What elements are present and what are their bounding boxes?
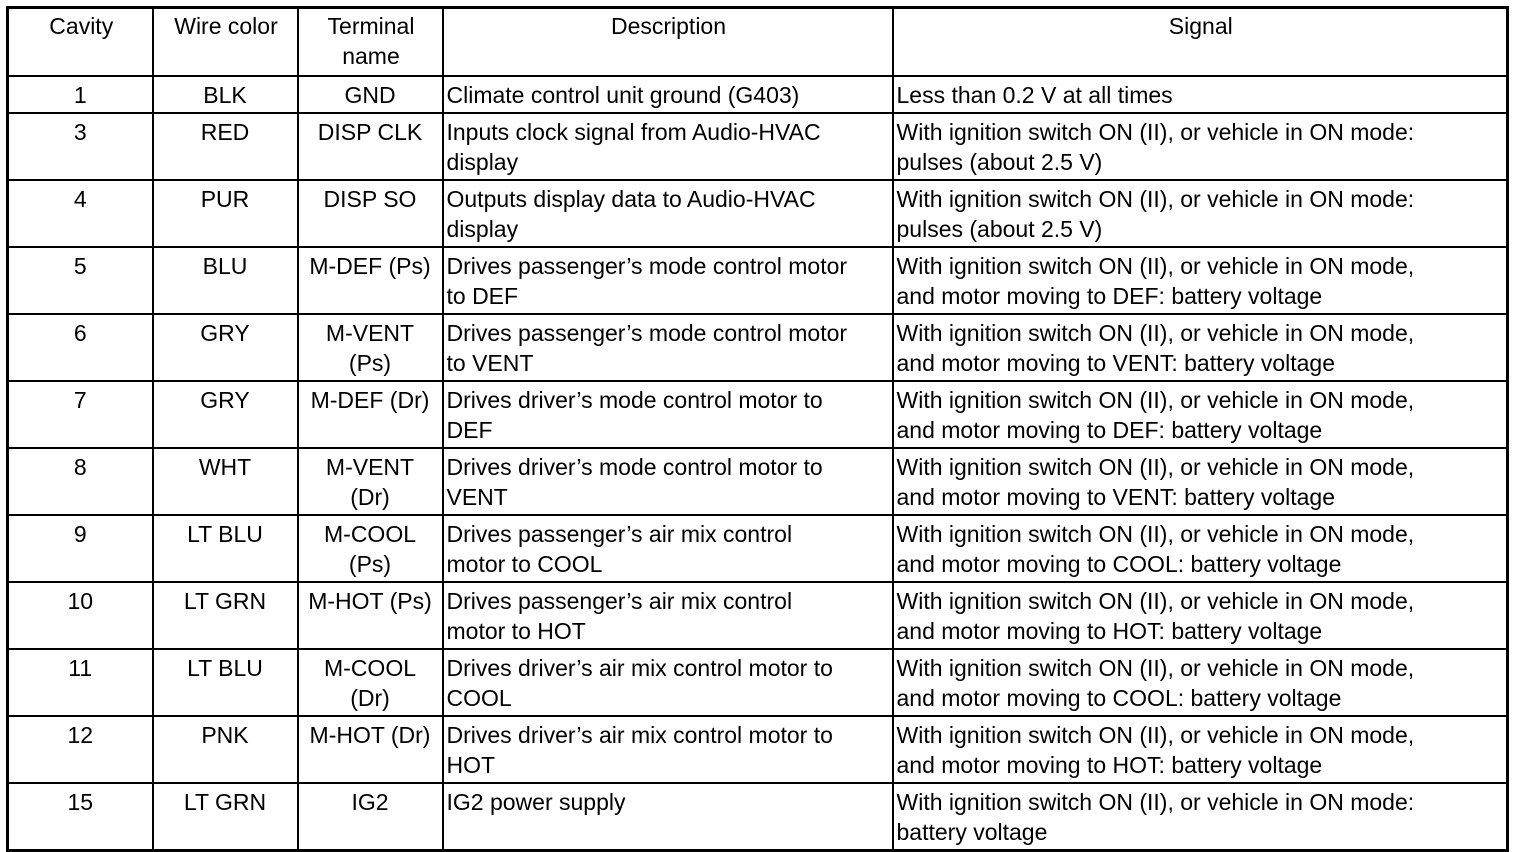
terminal-name-cell [298, 649, 443, 716]
wire-color-cell [153, 381, 298, 448]
wire-color-cell-line: WHT [198, 454, 252, 480]
cavity-cell-line: 8 [73, 454, 87, 480]
wire-color-cell [153, 247, 298, 314]
description-cell-line: to DEF [446, 283, 519, 309]
signal-cell-line: and motor moving to COOL: battery voltage [896, 685, 1342, 711]
signal-cell-line: pulses (about 2.5 V) [896, 216, 1103, 242]
description-cell-line: Drives driver’s mode control motor to [446, 454, 823, 480]
header-row [8, 8, 1508, 77]
description-cell-line: Drives driver’s mode control motor to [446, 387, 823, 413]
terminal-name-cell-line: M-HOT (Dr) [309, 722, 431, 748]
cavity-cell [8, 515, 153, 582]
header-cavity: Cavity [8, 8, 153, 77]
terminal-name-cell-line: (Dr) [350, 685, 390, 711]
signal-cell-line: With ignition switch ON (II), or vehicle in ON mode, [896, 387, 1415, 413]
signal-cell [893, 515, 1508, 582]
terminal-name-cell-line: M-VENT [325, 454, 415, 480]
wire-color-cell-line: LT BLU [187, 521, 263, 547]
cavity-cell-line: 10 [67, 588, 94, 614]
terminal-name-cell [298, 76, 443, 113]
signal-cell-line: With ignition switch ON (II), or vehicle in ON mode: [896, 789, 1415, 815]
signal-cell-line: With ignition switch ON (II), or vehicle in ON mode: [896, 119, 1415, 145]
terminal-name-cell [298, 783, 443, 851]
header-description: Description [443, 8, 893, 77]
cavity-cell [8, 247, 153, 314]
wire-color-cell [153, 314, 298, 381]
description-cell-line: to VENT [446, 350, 534, 376]
table-row [8, 76, 1508, 113]
cavity-cell-line: 15 [67, 789, 94, 815]
cavity-cell-line: 3 [73, 119, 87, 145]
description-cell [443, 515, 893, 582]
description-cell [443, 76, 893, 113]
signal-cell-line: With ignition switch ON (II), or vehicle in ON mode, [896, 588, 1415, 614]
terminal-name-cell-line: M-HOT (Ps) [308, 588, 432, 614]
cavity-cell-line: 7 [73, 387, 87, 413]
description-cell [443, 716, 893, 783]
terminal-name-cell-line: M-COOL [324, 521, 416, 547]
description-cell-line: Outputs display data to Audio-HVAC [446, 186, 816, 212]
description-cell [443, 113, 893, 180]
table-row [8, 180, 1508, 247]
cavity-cell [8, 381, 153, 448]
signal-cell [893, 582, 1508, 649]
cavity-cell [8, 180, 153, 247]
table-row [8, 247, 1508, 314]
wire-color-cell-line: RED [200, 119, 250, 145]
cavity-cell-line: 11 [68, 655, 93, 681]
terminal-name-cell [298, 314, 443, 381]
cavity-cell-line: 9 [73, 521, 87, 547]
wire-color-cell-line: LT GRN [183, 588, 267, 614]
signal-cell-line: and motor moving to HOT: battery voltage [896, 618, 1323, 644]
cavity-cell [8, 716, 153, 783]
terminal-name-cell-line: GND [344, 82, 396, 108]
description-cell-line: HOT [446, 752, 496, 778]
signal-cell-line: and motor moving to COOL: battery voltage [896, 551, 1342, 577]
signal-cell-line: With ignition switch ON (II), or vehicle in ON mode, [896, 521, 1415, 547]
terminal-name-cell [298, 515, 443, 582]
description-cell [443, 381, 893, 448]
description-cell-line: VENT [446, 484, 508, 510]
terminal-name-cell-line: M-DEF (Dr) [310, 387, 430, 413]
description-cell-line: motor to HOT [446, 618, 586, 644]
signal-cell [893, 180, 1508, 247]
wire-color-cell [153, 448, 298, 515]
description-cell-line: Drives passenger’s mode control motor [446, 253, 848, 279]
cavity-cell [8, 113, 153, 180]
cavity-cell [8, 448, 153, 515]
cavity-cell [8, 314, 153, 381]
description-cell-line: COOL [446, 685, 512, 711]
cavity-cell [8, 582, 153, 649]
table-row [8, 515, 1508, 582]
signal-cell-line: battery voltage [896, 819, 1048, 845]
table-row [8, 649, 1508, 716]
description-cell-line: display [446, 216, 519, 242]
cavity-cell-line: 4 [73, 186, 87, 212]
cavity-cell [8, 649, 153, 716]
signal-cell-line: and motor moving to DEF: battery voltage [896, 417, 1323, 443]
description-cell [443, 649, 893, 716]
wire-color-cell-line: LT BLU [187, 655, 263, 681]
terminal-name-cell-line: M-VENT [325, 320, 415, 346]
signal-cell [893, 448, 1508, 515]
wire-color-cell-line: BLK [203, 82, 247, 108]
wire-color-cell [153, 649, 298, 716]
connector-terminal-table [6, 6, 1509, 852]
table-row [8, 783, 1508, 851]
signal-cell [893, 783, 1508, 851]
cavity-cell [8, 76, 153, 113]
description-cell-line: Inputs clock signal from Audio-HVAC [446, 119, 821, 145]
description-cell-line: Climate control unit ground (G403) [446, 82, 800, 108]
wire-color-cell-line: GRY [200, 320, 250, 346]
description-cell [443, 783, 893, 851]
signal-cell-line: and motor moving to HOT: battery voltage [896, 752, 1323, 778]
wire-color-cell-line: PNK [201, 722, 249, 748]
wire-color-cell [153, 783, 298, 851]
description-cell-line: display [446, 149, 519, 175]
terminal-name-cell [298, 582, 443, 649]
description-cell-line: Drives driver’s air mix control motor to [446, 655, 833, 681]
cavity-cell [8, 783, 153, 851]
wire-color-cell [153, 716, 298, 783]
header-wire-color: Wire color [153, 8, 298, 77]
table-row [8, 113, 1508, 180]
description-cell-line: DEF [446, 417, 493, 443]
cavity-cell-line: 5 [73, 253, 87, 279]
header-terminal-line2: name [342, 43, 400, 69]
wire-color-cell-line: BLU [202, 253, 248, 279]
wire-color-cell [153, 180, 298, 247]
header-terminal-line1: Terminal [327, 13, 415, 39]
signal-cell [893, 649, 1508, 716]
terminal-name-cell-line: M-DEF (Ps) [309, 253, 431, 279]
terminal-name-cell [298, 381, 443, 448]
description-cell [443, 247, 893, 314]
description-cell-line: Drives passenger’s air mix control [446, 521, 793, 547]
header-terminal-name [298, 8, 443, 77]
terminal-name-cell-line: (Dr) [350, 484, 390, 510]
signal-cell [893, 716, 1508, 783]
signal-cell-line: Less than 0.2 V at all times [896, 82, 1173, 108]
terminal-name-cell [298, 716, 443, 783]
wire-color-cell-line: PUR [200, 186, 250, 212]
terminal-name-cell-line: DISP CLK [317, 119, 423, 145]
table-row [8, 381, 1508, 448]
signal-cell-line: With ignition switch ON (II), or vehicle in ON mode, [896, 722, 1415, 748]
terminal-name-cell [298, 113, 443, 180]
description-cell-line: Drives passenger’s mode control motor [446, 320, 848, 346]
description-cell [443, 180, 893, 247]
terminal-name-cell-line: (Ps) [348, 551, 392, 577]
terminal-name-cell-line: (Ps) [348, 350, 392, 376]
table-row [8, 448, 1508, 515]
table-row [8, 582, 1508, 649]
signal-cell-line: and motor moving to VENT: battery voltage [896, 350, 1335, 376]
wire-color-cell-line: GRY [200, 387, 250, 413]
description-cell [443, 582, 893, 649]
description-cell [443, 314, 893, 381]
description-cell-line: Drives driver’s air mix control motor to [446, 722, 833, 748]
signal-cell [893, 113, 1508, 180]
wire-color-cell [153, 582, 298, 649]
cavity-cell-line: 12 [67, 722, 94, 748]
signal-cell [893, 381, 1508, 448]
signal-cell-line: and motor moving to VENT: battery voltage [896, 484, 1335, 510]
terminal-name-cell-line: M-COOL [324, 655, 416, 681]
cavity-cell-line: 6 [73, 320, 87, 346]
terminal-name-cell-line: IG2 [351, 789, 389, 815]
terminal-name-cell [298, 180, 443, 247]
signal-cell [893, 76, 1508, 113]
terminal-name-cell [298, 247, 443, 314]
table-row [8, 716, 1508, 783]
table-row [8, 314, 1508, 381]
description-cell-line: motor to COOL [446, 551, 603, 577]
description-cell-line: IG2 power supply [446, 789, 626, 815]
wire-color-cell [153, 515, 298, 582]
signal-cell-line: With ignition switch ON (II), or vehicle in ON mode, [896, 320, 1415, 346]
cavity-cell-line: 1 [73, 82, 87, 108]
signal-cell-line: With ignition switch ON (II), or vehicle in ON mode, [896, 454, 1415, 480]
signal-cell-line: With ignition switch ON (II), or vehicle in ON mode, [896, 655, 1415, 681]
signal-cell-line: With ignition switch ON (II), or vehicle in ON mode, [896, 253, 1415, 279]
description-cell [443, 448, 893, 515]
wire-color-cell [153, 76, 298, 113]
signal-cell [893, 247, 1508, 314]
signal-cell-line: With ignition switch ON (II), or vehicle in ON mode: [896, 186, 1415, 212]
wire-color-cell-line: LT GRN [183, 789, 267, 815]
terminal-name-cell [298, 448, 443, 515]
signal-cell-line: pulses (about 2.5 V) [896, 149, 1103, 175]
signal-cell-line: and motor moving to DEF: battery voltage [896, 283, 1323, 309]
signal-cell [893, 314, 1508, 381]
wire-color-cell [153, 113, 298, 180]
header-signal: Signal [893, 8, 1508, 77]
terminal-name-cell-line: DISP SO [323, 186, 417, 212]
description-cell-line: Drives passenger’s air mix control [446, 588, 793, 614]
